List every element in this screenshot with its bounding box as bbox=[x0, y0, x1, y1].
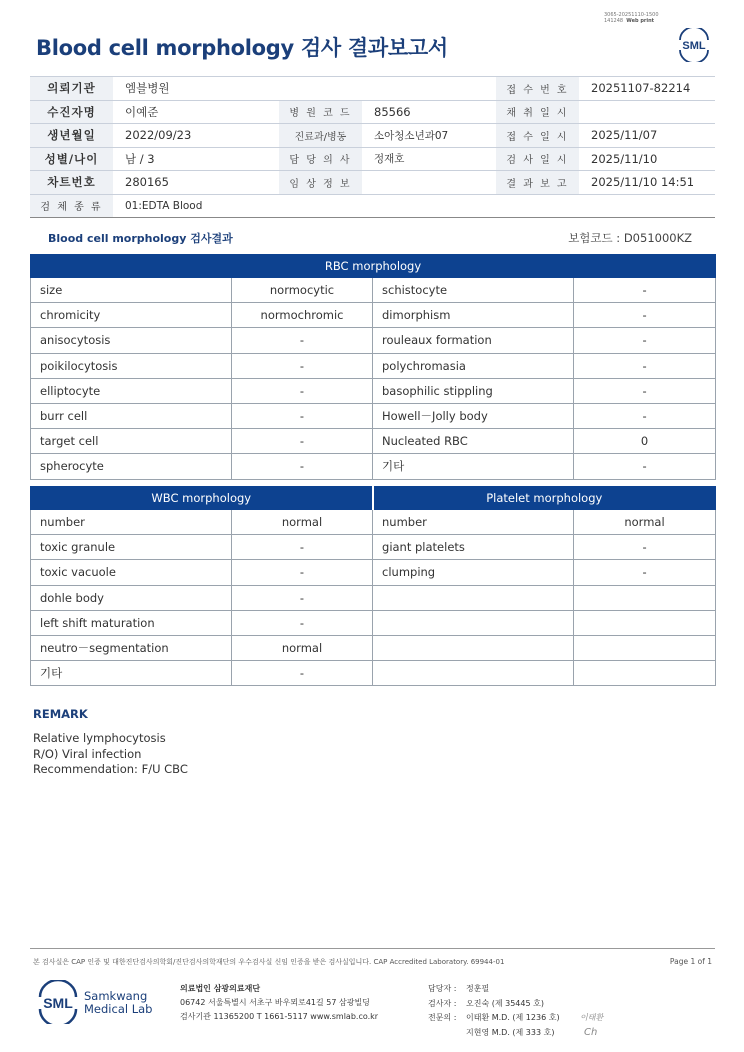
info-row bbox=[30, 171, 715, 195]
value-department: 소아청소년과07 bbox=[362, 124, 496, 148]
rbc-cell-result: - bbox=[574, 378, 716, 403]
rbc-cell-result: normocytic bbox=[232, 278, 373, 303]
rbc-cell-result: - bbox=[574, 403, 716, 428]
rbc-cell-result: 0 bbox=[574, 429, 716, 454]
rbc-row bbox=[31, 454, 716, 479]
value-clinical-info bbox=[362, 171, 496, 195]
value-receipt-time: 2025/11/07 bbox=[579, 124, 715, 148]
remark-text bbox=[33, 731, 188, 778]
wbc-cell-name: clumping bbox=[373, 560, 574, 585]
wbc-cell-result: normal bbox=[232, 510, 373, 535]
wbc-row bbox=[31, 661, 716, 686]
wbc-cell-name: dohle body bbox=[31, 585, 232, 610]
rbc-cell-result: - bbox=[232, 454, 373, 479]
rbc-row bbox=[31, 429, 716, 454]
value-patient-name: 이예준 bbox=[113, 100, 279, 124]
rbc-row bbox=[31, 278, 716, 303]
label-receipt-no: 접 수 번 호 bbox=[496, 77, 579, 101]
label-patient-name: 수진자명 bbox=[30, 100, 113, 124]
wbc-cell-result: normal bbox=[574, 510, 716, 535]
rbc-cell-name: dimorphism bbox=[373, 303, 574, 328]
label-chart-no: 차트번호 bbox=[30, 171, 113, 195]
rbc-cell-result: - bbox=[574, 303, 716, 328]
label-doctor: 담 당 의 사 bbox=[279, 147, 362, 171]
staff-key: 검사자 : bbox=[428, 998, 457, 1008]
label-report-time: 결 과 보 고 bbox=[496, 171, 579, 195]
wbc-header-row bbox=[31, 487, 716, 510]
rbc-cell-result: - bbox=[232, 403, 373, 428]
footer-brand bbox=[84, 990, 152, 1016]
rbc-header: RBC morphology bbox=[31, 255, 716, 278]
remark-line: Relative lymphocytosis bbox=[33, 731, 166, 745]
rbc-cell-name: target cell bbox=[31, 429, 232, 454]
org-info bbox=[180, 982, 378, 1024]
wbc-cell-result: - bbox=[232, 535, 373, 560]
value-doctor: 정재호 bbox=[362, 147, 496, 171]
wbc-row bbox=[31, 610, 716, 635]
web-print-label: Web print bbox=[626, 18, 655, 24]
wbc-cell-result: - bbox=[232, 661, 373, 686]
label-receipt-time: 접 수 일 시 bbox=[496, 124, 579, 148]
rbc-cell-name: Nucleated RBC bbox=[373, 429, 574, 454]
staff-value: 이태환 M.D. (제 1236 호) bbox=[466, 1013, 560, 1022]
print-code-line1: 3065-20251110-1500 bbox=[604, 12, 659, 18]
value-specimen: 01:EDTA Blood bbox=[113, 194, 715, 218]
footer-divider bbox=[30, 948, 715, 949]
rbc-morphology-table bbox=[30, 254, 716, 480]
wbc-row bbox=[31, 585, 716, 610]
empty-cell bbox=[279, 77, 362, 101]
rbc-cell-name: chromicity bbox=[31, 303, 232, 328]
label-department: 진료과/병동 bbox=[279, 124, 362, 148]
wbc-cell-result: - bbox=[232, 560, 373, 585]
wbc-cell-result bbox=[574, 635, 716, 660]
wbc-cell-result: - bbox=[574, 560, 716, 585]
wbc-cell-name: toxic vacuole bbox=[31, 560, 232, 585]
sml-footer-logo-icon bbox=[36, 980, 80, 1024]
value-birth-date: 2022/09/23 bbox=[113, 124, 279, 148]
rbc-cell-name: 기타 bbox=[373, 454, 574, 479]
remark-line: Recommendation: F/U CBC bbox=[33, 762, 188, 776]
value-collection-time bbox=[579, 100, 715, 124]
wbc-cell-result: - bbox=[574, 535, 716, 560]
wbc-cell-name bbox=[373, 661, 574, 686]
label-collection-time: 채 취 일 시 bbox=[496, 100, 579, 124]
wbc-cell-name: 기타 bbox=[31, 661, 232, 686]
print-code-line2: 141248 bbox=[604, 18, 624, 24]
signature: 이태환 bbox=[580, 1013, 604, 1022]
rbc-row bbox=[31, 303, 716, 328]
wbc-row bbox=[31, 535, 716, 560]
wbc-cell-name: giant platelets bbox=[373, 535, 574, 560]
org-contact: 검사기관 11365200 T 1661-5117 www.smlab.co.kr bbox=[180, 1012, 379, 1021]
value-requester: 엠블병원 bbox=[113, 77, 279, 101]
rbc-cell-name: rouleaux formation bbox=[373, 328, 574, 353]
certification-note: 본 검사실은 CAP 인증 및 대한진단검사의학회/진단검사의학재단의 우수검사실 신임 인증을 받은 검사실입니다. CAP Accredited Laboratory. 69944-01 bbox=[33, 958, 505, 966]
rbc-cell-result: - bbox=[232, 328, 373, 353]
label-birth-date: 생년월일 bbox=[30, 124, 113, 148]
rbc-cell-result: - bbox=[574, 328, 716, 353]
print-code bbox=[604, 12, 659, 24]
label-test-time: 검 사 일 시 bbox=[496, 147, 579, 171]
wbc-cell-name: number bbox=[31, 510, 232, 535]
wbc-platelet-morphology-table bbox=[30, 486, 716, 686]
value-test-time: 2025/11/10 bbox=[579, 147, 715, 171]
rbc-cell-name: size bbox=[31, 278, 232, 303]
wbc-cell-result: normal bbox=[232, 635, 373, 660]
info-row bbox=[30, 147, 715, 171]
rbc-cell-name: burr cell bbox=[31, 403, 232, 428]
staff-value: 지현영 M.D. (제 333 호) bbox=[466, 1027, 555, 1037]
rbc-row bbox=[31, 403, 716, 428]
value-report-time: 2025/11/10 14:51 bbox=[579, 171, 715, 195]
sml-footer-logo-text: SML bbox=[43, 995, 73, 1011]
rbc-cell-name: anisocytosis bbox=[31, 328, 232, 353]
sml-logo-icon bbox=[676, 28, 712, 62]
wbc-row bbox=[31, 560, 716, 585]
wbc-row bbox=[31, 510, 716, 535]
patient-info-table bbox=[30, 76, 715, 218]
rbc-header-row bbox=[31, 255, 716, 278]
info-row bbox=[30, 100, 715, 124]
wbc-header: WBC morphology bbox=[31, 487, 373, 510]
wbc-cell-name: number bbox=[373, 510, 574, 535]
rbc-cell-result: - bbox=[574, 454, 716, 479]
rbc-cell-result: - bbox=[574, 278, 716, 303]
platelet-header: Platelet morphology bbox=[373, 487, 716, 510]
info-row bbox=[30, 77, 715, 101]
staff-info bbox=[428, 982, 560, 1040]
rbc-cell-result: normochromic bbox=[232, 303, 373, 328]
rbc-cell-result: - bbox=[232, 353, 373, 378]
wbc-cell-result bbox=[574, 661, 716, 686]
sml-logo-text: SML bbox=[682, 40, 706, 52]
wbc-cell-result bbox=[574, 585, 716, 610]
rbc-row bbox=[31, 353, 716, 378]
wbc-cell-name bbox=[373, 585, 574, 610]
staff-value: 정훈필 bbox=[466, 984, 490, 993]
rbc-cell-name: elliptocyte bbox=[31, 378, 232, 403]
info-row bbox=[30, 124, 715, 148]
rbc-row bbox=[31, 378, 716, 403]
wbc-cell-name bbox=[373, 635, 574, 660]
wbc-cell-name: neutro－segmentation bbox=[31, 635, 232, 660]
page-title: Blood cell morphology 검사 결과보고서 bbox=[36, 36, 448, 60]
value-chart-no: 280165 bbox=[113, 171, 279, 195]
rbc-cell-result: - bbox=[232, 429, 373, 454]
signature: Ch bbox=[584, 1027, 598, 1038]
wbc-cell-name bbox=[373, 610, 574, 635]
remark-title: REMARK bbox=[33, 707, 88, 721]
page-number: Page 1 of 1 bbox=[669, 957, 712, 966]
staff-value: 오진숙 (제 35445 호) bbox=[466, 998, 544, 1008]
rbc-cell-name: poikilocytosis bbox=[31, 353, 232, 378]
staff-key: 담당자 : bbox=[428, 984, 457, 993]
value-hospital-code: 85566 bbox=[362, 100, 496, 124]
value-receipt-no: 20251107-82214 bbox=[579, 77, 715, 101]
info-row bbox=[30, 194, 715, 218]
label-requester: 의뢰기관 bbox=[30, 77, 113, 101]
rbc-cell-name: basophilic stippling bbox=[373, 378, 574, 403]
rbc-cell-name: Howell－Jolly body bbox=[373, 403, 574, 428]
wbc-cell-result: - bbox=[232, 585, 373, 610]
wbc-row bbox=[31, 635, 716, 660]
rbc-cell-result: - bbox=[232, 378, 373, 403]
org-address: 06742 서울특별시 서초구 바우뫼로41길 57 삼광빌딩 bbox=[180, 998, 370, 1007]
wbc-cell-result: - bbox=[232, 610, 373, 635]
remark-line: R/O) Viral infection bbox=[33, 746, 142, 761]
label-sex-age: 성별/나이 bbox=[30, 147, 113, 171]
label-clinical-info: 임 상 정 보 bbox=[279, 171, 362, 195]
section-title: Blood cell morphology 검사결과 bbox=[48, 232, 233, 245]
staff-key: 전문의 : bbox=[428, 1013, 457, 1022]
rbc-cell-name: schistocyte bbox=[373, 278, 574, 303]
rbc-cell-name: spherocyte bbox=[31, 454, 232, 479]
org-name: 의료법인 삼광의료재단 bbox=[180, 984, 261, 993]
empty-cell bbox=[362, 77, 496, 101]
brand-line2: Medical Lab bbox=[84, 1002, 153, 1016]
rbc-cell-name: polychromasia bbox=[373, 353, 574, 378]
rbc-row bbox=[31, 328, 716, 353]
insurance-code: 보험코드 : D051000KZ bbox=[568, 231, 692, 245]
wbc-cell-result bbox=[574, 610, 716, 635]
label-hospital-code: 병 원 코 드 bbox=[279, 100, 362, 124]
wbc-cell-name: left shift maturation bbox=[31, 610, 232, 635]
rbc-cell-result: - bbox=[574, 353, 716, 378]
brand-line1: Samkwang bbox=[84, 989, 148, 1003]
label-specimen: 검 체 종 류 bbox=[30, 194, 113, 218]
value-sex-age: 남 / 3 bbox=[113, 147, 279, 171]
wbc-cell-name: toxic granule bbox=[31, 535, 232, 560]
